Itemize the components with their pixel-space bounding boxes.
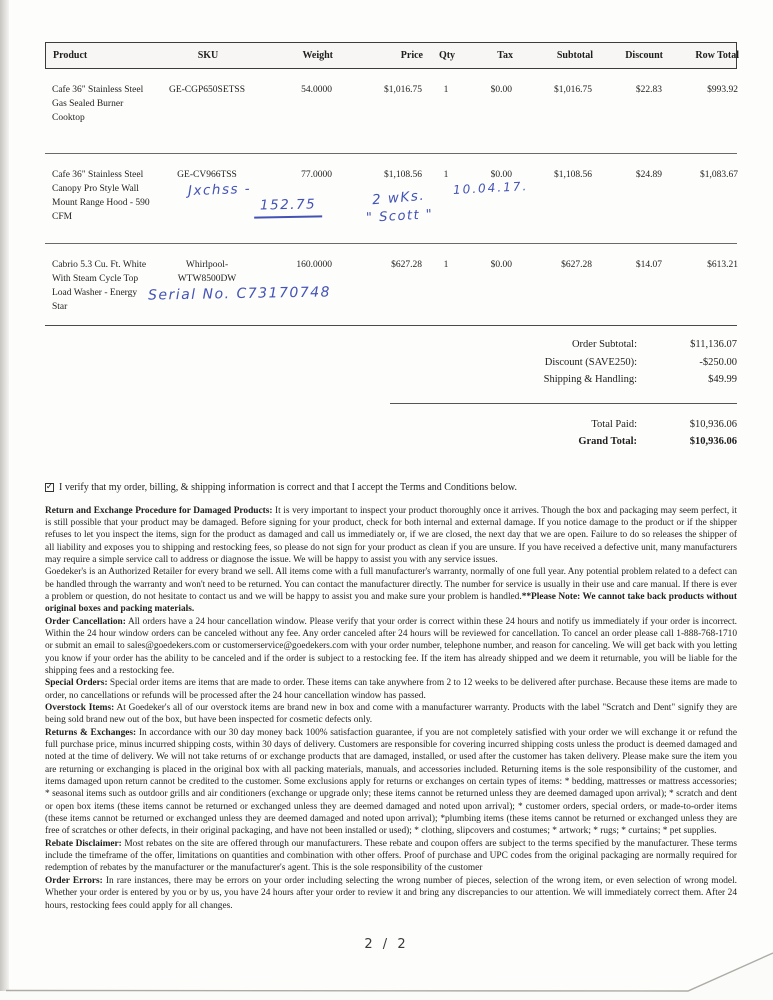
discount-value: -$250.00 xyxy=(699,356,737,368)
grand-total-label: Grand Total: xyxy=(578,436,637,447)
terms-paragraph-authorized-retailer: Goedeker's is an Authorized Retailer for every brand we sell. All items come with a full manufacturer's warranty, normally of one full year. Any potential problem related to a defect can be handled through the warranty and won't need to be returned. You can contact the manufacturer directly. The number for service is usually in their use and care manual. If there is ever a problem or question, do not hesitate to contact us and we will be happy to assist you and make sure your problem is handled.**Please Note: We cannot take back products without original boxes and packing materials. xyxy=(45,567,737,615)
order-subtotal-row xyxy=(45,336,737,354)
sku-cell: Whirlpool-WTW8500DW xyxy=(177,260,237,284)
weight-cell: 77.0000 xyxy=(301,170,332,180)
product-name-cell: Cafe 36" Stainless Steel Gas Sealed Burner Cooktop xyxy=(52,85,144,123)
discount-row xyxy=(45,354,737,372)
total-paid-value: $10,936.06 xyxy=(689,418,737,430)
header-tax: Tax xyxy=(497,50,513,61)
handwritten-serial-number: Serial No. C73170748 xyxy=(147,284,332,304)
terms-paragraph-order-errors: Order Errors: In rare instances, there may be errors on your order including selecting the wrong number of pieces, selection of the wrong item, or even selection of wrong model. Whether your order is entered by you or by us, you have 24 hours after your order to review it and bring any discrepancies to our attention. We will immediately correct them. After 24 hours, restocking fees could apply for all changes. xyxy=(45,875,737,911)
shipping-value: $49.99 xyxy=(708,374,737,385)
price-cell: $627.28 xyxy=(391,260,422,270)
header-weight: Weight xyxy=(302,50,333,61)
terms-paragraph-rebate-disclaimer: Rebate Disclaimer: Most rebates on the site are offered through our manufacturers. These rebate and coupon offers are subject to the terms specified by the manufacturer. These terms include the timeframe of the offer, limitations on quantities and combination with other offers. Proof of purchase and UPC codes from the original packaging are normally required for redemption of rebates by the manufacturer or the manufacturer's agent. This is the sole responsibility of the customer xyxy=(45,838,737,874)
shipping-label: Shipping & Handling: xyxy=(543,374,637,385)
order-totals xyxy=(45,336,737,451)
subtotal-cell: $1,016.75 xyxy=(554,85,592,95)
order-items-table xyxy=(45,42,737,326)
product-name-cell: Cabrio 5.3 Cu. Ft. White With Steam Cycle Top Load Washer - Energy Star xyxy=(52,260,147,312)
header-price: Price xyxy=(400,50,423,61)
subtotal-cell: $1,108.56 xyxy=(554,170,592,180)
weight-cell: 54.0000 xyxy=(301,85,332,95)
terms-paragraph-order-cancellation: Order Cancellation: All orders have a 24 hour cancellation window. Please verify that your order is correct within these 24 hours and notify us immediately if your order is incorrect. Within the 24 hour window orders can be canceled without any fee. Any order canceled after 24 hours will be reviewed for cancellation. To cancel an order please call 1-888-768-1710 or submit an email to sales@goedekers.com or customerservice@goedekers.com with your order number, telephone number, and reason for canceling. We will get back with you letting you know if your order has the ability to be canceled and if the order is subject to a restocking fee. If the item has already shipped and we deem it returnable, you will be liable for the shipping fees and a restocking fee. xyxy=(45,616,737,676)
product-name-cell: Cafe 36" Stainless Steel Canopy Pro Style Wall Mount Range Hood - 590 CFM xyxy=(52,170,150,222)
row-total-cell: $1,083.67 xyxy=(700,170,738,180)
qty-cell: 1 xyxy=(443,85,449,95)
header-discount: Discount xyxy=(625,50,663,61)
verification-line xyxy=(45,482,737,493)
total-paid-row xyxy=(45,416,737,434)
header-subtotal: Subtotal xyxy=(556,50,593,61)
scan-left-edge xyxy=(0,0,9,991)
price-cell: $1,016.75 xyxy=(384,85,422,95)
order-subtotal-label: Order Subtotal: xyxy=(571,339,637,350)
order-document xyxy=(45,42,737,912)
sku-cell: GE-CV966TSS xyxy=(177,170,237,180)
table-header-row xyxy=(45,42,737,69)
terms-paragraph-special-orders: Special Orders: Special order items are items that are made to order. These items can take anywhere from 2 to 12 weeks to be delivered after purchase. Because these items are made to order, no cancellations or refunds will be processed after the 24 hour cancellation window has passed. xyxy=(45,678,737,701)
shipping-row xyxy=(45,371,737,389)
qty-cell: 1 xyxy=(443,170,449,180)
totals-divider xyxy=(390,403,737,404)
qty-cell: 1 xyxy=(443,260,449,270)
table-row xyxy=(45,69,737,154)
header-product: Product xyxy=(53,50,88,61)
table-row xyxy=(45,244,737,326)
tax-cell: $0.00 xyxy=(490,85,512,95)
terms-and-conditions xyxy=(45,505,737,912)
tax-cell: $0.00 xyxy=(490,260,512,270)
handwritten-weeks-note: 2 wKs. xyxy=(371,187,426,209)
terms-paragraph-returns-exchanges: Returns & Exchanges: In accordance with our 30 day money back 100% satisfaction guarantee, if you are not completely satisfied with your order we will exchange it or refund the full purchase price, minus incurred shipping costs, within 30 days of delivery. Customers are responsible for covering incurred shipping costs unless the product is deemed damaged and noted at the time of delivery. We will not take returns of or exchange products that are damaged, installed, or used after the customer has taken delivery. Please make sure the item you are returning or exchanging is placed in the original box with all packing materials, manuals, and accessories included. Returning items is the sole responsibility of the customer, and items damaged upon return cannot be credited to the customer. Some exclusions apply for returns or exchanges on certain types of items: * bedding, mattresses or mattress accessories; * seasonal items such as outdoor grills and air conditioners (exchange or upgrade only; these items cannot be returned unless they are deemed damaged upon arrival); * scratch and dent or open box items (these items cannot be returned or exchanged unless they are deemed damaged and noted upon arrival); * customer orders, special orders, or made-to-order items (these items cannot be returned or exchanged unless they are deemed damaged and noted upon arrival); *plumbing items (these items cannot be returned or exchanged unless they are free of scratches or other defects, in their original packaging, and have not been installed or used); * clothing, slipcovers and costumes; * artwork; * rugs; * curtains; * pet supplies. xyxy=(45,727,737,837)
row-total-cell: $613.21 xyxy=(707,260,738,270)
order-subtotal-value: $11,136.07 xyxy=(690,339,737,350)
checked-checkbox-icon: ✓ xyxy=(45,482,54,492)
total-paid-label: Total Paid: xyxy=(591,418,637,430)
terms-paragraph-return-procedure: Return and Exchange Procedure for Damaged Products: It is very important to inspect your product thoroughly once it arrives. Though the box and packaging may seem perfect, it is still possible that your product may be damaged. Before signing for your product, check for both internal and external damage. If you notice damage to the product or if the shipper refuses to let you inspect the items, sign for the product as damaged and call us immediately or, if we are closed, the next day that we are open. Failure to do so releases the shipper of all liability and exposes you to shipping and restocking fees, so please do not sign for your product as clean if you are unsure. If you have received a defective unit, many manufacturers may require a simple service call to address or diagnose the issue. We will be happy to assist you with any service issues. xyxy=(45,505,737,565)
header-sku: SKU xyxy=(197,50,219,61)
grand-total-value: $10,936.06 xyxy=(689,436,737,447)
weight-cell: 160.0000 xyxy=(296,260,332,270)
tax-cell: $0.00 xyxy=(490,170,512,180)
terms-paragraph-overstock-items: Overstock Items: At Goedeker's all of our overstock items are brand new in box and come with a manufacturer warranty. Products with the label "Scratch and Dent" signify they are being sold brand new out of the box, but have been inspected for cosmetic defects only. xyxy=(45,703,737,726)
handwritten-exchange-amount: 152.75 xyxy=(254,196,323,218)
sku-cell: GE-CGP650SETSS xyxy=(168,85,245,95)
header-qty: Qty xyxy=(438,50,456,61)
grand-total-row xyxy=(45,433,737,451)
handwritten-date-note: 10.04.17. xyxy=(452,179,529,197)
row-total-cell: $993.92 xyxy=(707,85,738,95)
header-row-total: Row Total xyxy=(695,50,739,61)
page-number: 2 / 2 xyxy=(364,937,409,952)
handwritten-name-note: " Scott " xyxy=(365,207,434,226)
verification-text: I verify that my order, billing, & shipping information is correct and that I accept the Terms and Conditions below. xyxy=(59,481,517,493)
discount-cell: $22.83 xyxy=(635,85,662,95)
subtotal-cell: $627.28 xyxy=(561,260,592,270)
handwritten-exchange-code: Jxchss - xyxy=(187,180,252,200)
price-cell: $1,108.56 xyxy=(384,170,422,180)
discount-label: Discount (SAVE250): xyxy=(544,356,637,368)
discount-cell: $14.07 xyxy=(635,260,662,270)
discount-cell: $24.89 xyxy=(635,170,662,180)
